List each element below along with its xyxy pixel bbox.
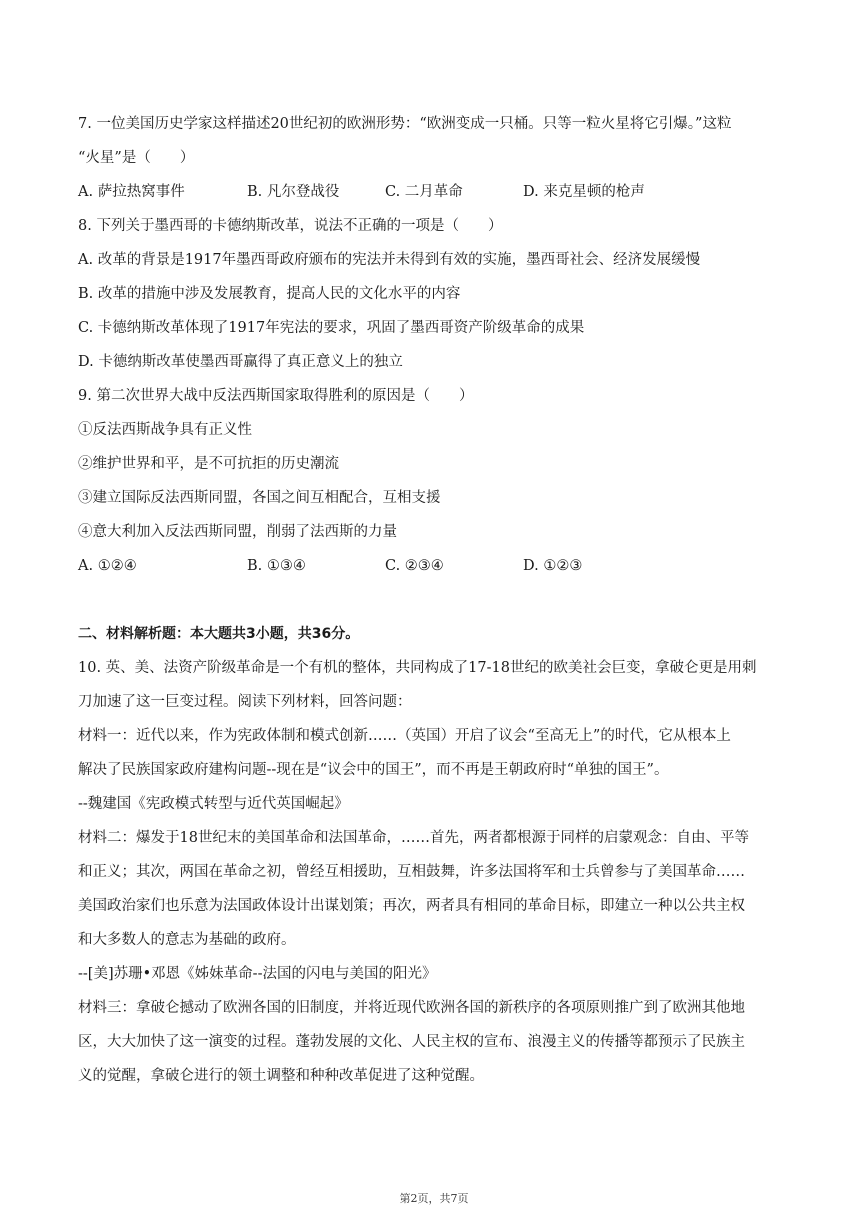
q7-option-a: A. 萨拉热窝事件 [78,184,185,200]
q7-stem-line1: 7. 一位美国历史学家这样描述20世纪初的欧洲形势：“欧洲变成一只桶。只等一粒火星将它引爆。”这粒 [78,116,732,132]
q9-item-4: ④意大利加入反法西斯同盟，削弱了法西斯的力量 [78,524,397,540]
q8-option-c: C. 卡德纳斯改革体现了1917年宪法的要求，巩固了墨西哥资产阶级革命的成果 [78,320,585,336]
material-2-line1: 材料二：爆发于18世纪末的美国革命和法国革命，……首先，两者都根源于同样的启蒙观念：自由、平等 [78,830,749,846]
material-3-line2: 区，大大加快了这一演变的过程。蓬勃发展的文化、人民主权的宣布、浪漫主义的传播等都预示了民族主 [78,1034,745,1050]
material-2-source: --[美]苏珊•邓恩《姊妹革命--法国的闪电与美国的阳光》 [78,966,437,982]
material-2-line4: 和大多数人的意志为基础的政府。 [78,932,296,948]
q7-option-c: C. 二月革命 [385,184,463,200]
q9-option-a: A. ①②④ [78,558,137,574]
material-3-line3: 义的觉醒，拿破仑进行的领土调整和种种改革促进了这种觉醒。 [78,1068,484,1084]
q8-option-b: B. 改革的措施中涉及发展教育，提高人民的文化水平的内容 [78,286,461,302]
q9-option-b: B. ①③④ [247,558,306,574]
q9-item-1: ①反法西斯战争具有正义性 [78,422,252,438]
q10-intro-line2: 刀加速了这一巨变过程。阅读下列材料，回答问题： [78,694,412,710]
q10-intro-line1: 10. 英、美、法资产阶级革命是一个有机的整体，共同构成了17-18世纪的欧美社会巨变，拿破仑更是用刺 [78,660,757,676]
q8-stem: 8. 下列关于墨西哥的卡德纳斯改革，说法不正确的一项是（ ） [78,218,503,234]
material-1-line1: 材料一：近代以来，作为宪政体制和模式创新……（英国）开启了议会“至高无上”的时代，它从根本上 [78,728,731,744]
q9-option-c: C. ②③④ [385,558,444,574]
material-1-line2: 解决了民族国家政府建构问题--现在是“议会中的国王”，而不再是王朝政府时“单独的国王”。 [78,762,669,778]
q8-option-d: D. 卡德纳斯改革使墨西哥赢得了真正意义上的独立 [78,354,403,370]
q8-option-a: A. 改革的背景是1917年墨西哥政府颁布的宪法并未得到有效的实施，墨西哥社会、经济发展缓慢 [78,252,701,268]
page-number-footer: 第2页，共7页 [399,1192,469,1205]
material-1-source: --魏建国《宪政模式转型与近代英国崛起》 [78,796,349,812]
section-heading: 二、材料解析题：本大题共3小题，共36分。 [78,626,360,642]
q7-stem-line2: “火星”是（ ） [78,150,195,166]
q9-item-2: ②维护世界和平，是不可抗拒的历史潮流 [78,456,339,472]
material-3-line1: 材料三：拿破仑撼动了欧洲各国的旧制度，并将近现代欧洲各国的新秩序的各项原则推广到了欧洲其他地 [78,1000,745,1016]
q9-item-3: ③建立国际反法西斯同盟，各国之间互相配合，互相支援 [78,490,441,506]
q7-option-d: D. 来克星顿的枪声 [523,184,645,200]
material-2-line2: 和正义；其次，两国在革命之初，曾经互相援助，互相鼓舞，许多法国将军和士兵曾参与了美国革命…… [78,864,745,880]
q9-option-d: D. ①②③ [523,558,583,574]
material-2-line3: 美国政治家们也乐意为法国政体设计出谋划策；再次，两者具有相同的革命目标，即建立一种以公共主权 [78,898,745,914]
q9-stem: 9. 第二次世界大战中反法西斯国家取得胜利的原因是（ ） [78,388,474,404]
q7-option-b: B. 凡尔登战役 [247,184,340,200]
